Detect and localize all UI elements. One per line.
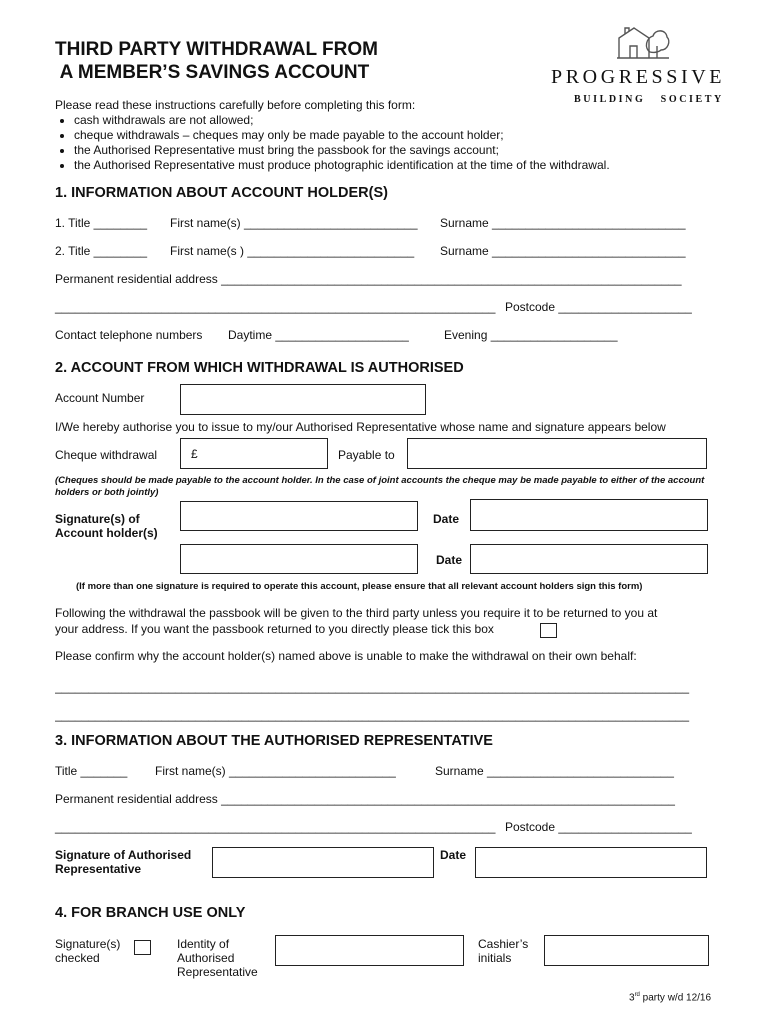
evening-phone-field[interactable]: Evening ___________________	[444, 328, 618, 342]
instruction-item: • cash withdrawals are not allowed;	[74, 113, 610, 128]
reason-line-2[interactable]: _______________________________________________________________________________________________	[55, 708, 690, 722]
rep-postcode-field[interactable]: Postcode ____________________	[505, 820, 692, 834]
holder-date-input-2[interactable]	[470, 544, 708, 574]
holder-date-label-1: Date	[433, 512, 460, 526]
passbook-text-2: your address. If you want the passbook returned to you directly please tick this box	[55, 622, 494, 636]
signature-note: (If more than one signature is required to operate this account, please ensure that all relevant account holders sign this form)	[76, 581, 643, 592]
rep-address-line2-field[interactable]: __________________________________________________________________	[55, 820, 496, 834]
confirm-reason-text: Please confirm why the account holder(s) named above is unable to make the withdrawal on their own behalf:	[55, 649, 637, 663]
return-passbook-checkbox[interactable]	[540, 623, 557, 638]
section3-heading: 3. INFORMATION ABOUT THE AUTHORISED REPRESENTATIVE	[55, 733, 493, 749]
phone-label: Contact telephone numbers	[55, 328, 203, 342]
rep-title-field[interactable]: Title _______	[55, 764, 128, 778]
holder1-firstname-field[interactable]: First name(s) __________________________	[170, 216, 418, 230]
passbook-text-1: Following the withdrawal the passbook will be given to the third party unless you require it to be returned to you at	[55, 606, 658, 620]
rep-address-field[interactable]: Permanent residential address ____________________________________________________________________	[55, 792, 675, 806]
house-tree-logo-icon	[616, 24, 670, 60]
signatures-checked-label: Signature(s) checked	[55, 937, 121, 965]
rep-surname-field[interactable]: Surname ____________________________	[435, 764, 674, 778]
rep-signature-label: Signature of Authorised Representative	[55, 848, 192, 876]
holder-address-field[interactable]: Permanent residential address _____________________________________________________________________	[55, 272, 682, 286]
cheque-withdrawal-label: Cheque withdrawal	[55, 448, 158, 462]
holder2-surname-field[interactable]: Surname _____________________________	[440, 244, 686, 258]
holder-date-input-1[interactable]	[470, 499, 708, 531]
instruction-item: • the Authorised Representative must bring the passbook for the savings account;	[74, 143, 610, 158]
holder-address-line2-field[interactable]: __________________________________________________________________	[55, 300, 496, 314]
cashier-initials-input[interactable]	[544, 935, 709, 966]
currency-symbol: £	[191, 447, 198, 461]
instruction-item: • cheque withdrawals – cheques may only be made payable to the account holder;	[74, 128, 610, 143]
logo-wordmark: PROGRESSIVE	[551, 66, 726, 88]
instruction-item: • the Authorised Representative must produce photographic identification at the time of the withdrawal.	[74, 158, 610, 173]
holder2-title-field[interactable]: 2. Title ________	[55, 244, 148, 258]
payable-to-input[interactable]	[407, 438, 707, 469]
account-number-label: Account Number	[55, 391, 145, 405]
logo-subtitle: BUILDING SOCIETY	[574, 94, 724, 105]
reason-line-1[interactable]: _______________________________________________________________________________________________	[55, 680, 690, 694]
cheque-note: (Cheques should be made payable to the account holder. In the case of joint accounts the cheque may be made payable to either of the account holders or both jointly)	[55, 475, 705, 498]
signatures-checked-checkbox[interactable]	[134, 940, 151, 955]
cashier-initials-label: Cashier’s initials	[478, 937, 529, 965]
authorise-text: I/We hereby authorise you to issue to my/our Authorised Representative whose name and signature appears below	[55, 420, 666, 434]
cheque-amount-input[interactable]	[180, 438, 328, 469]
holder1-surname-field[interactable]: Surname _____________________________	[440, 216, 686, 230]
holder1-title-field[interactable]: 1. Title ________	[55, 216, 148, 230]
rep-date-input[interactable]	[475, 847, 707, 878]
instructions-list	[55, 113, 610, 173]
section1-heading: 1. INFORMATION ABOUT ACCOUNT HOLDER(S)	[55, 185, 388, 201]
identity-input[interactable]	[275, 935, 464, 966]
rep-firstname-field[interactable]: First name(s) _________________________	[155, 764, 396, 778]
holder-date-label-2: Date	[436, 553, 463, 567]
instructions-intro: Please read these instructions carefully before completing this form:	[55, 98, 416, 112]
holder-signature-label: Signature(s) of Account holder(s)	[55, 512, 158, 540]
holder-signature-input-1[interactable]	[180, 501, 418, 531]
form-reference: 3rd party w/d 12/16	[629, 992, 712, 1004]
holder-postcode-field[interactable]: Postcode ____________________	[505, 300, 692, 314]
form-title: THIRD PARTY WITHDRAWAL FROM A MEMBER’S SAVINGS ACCOUNT	[55, 39, 378, 83]
holder-signature-input-2[interactable]	[180, 544, 418, 574]
section2-heading: 2. ACCOUNT FROM WHICH WITHDRAWAL IS AUTHORISED	[55, 360, 464, 376]
identity-label: Identity of Authorised Representative	[177, 937, 258, 979]
rep-date-label: Date	[440, 848, 467, 862]
rep-signature-input[interactable]	[212, 847, 434, 878]
daytime-phone-field[interactable]: Daytime ____________________	[228, 328, 409, 342]
holder2-firstname-field[interactable]: First name(s ) _________________________	[170, 244, 415, 258]
section4-heading: 4. FOR BRANCH USE ONLY	[55, 905, 246, 921]
payable-to-label: Payable to	[338, 448, 395, 462]
account-number-input[interactable]	[180, 384, 426, 415]
